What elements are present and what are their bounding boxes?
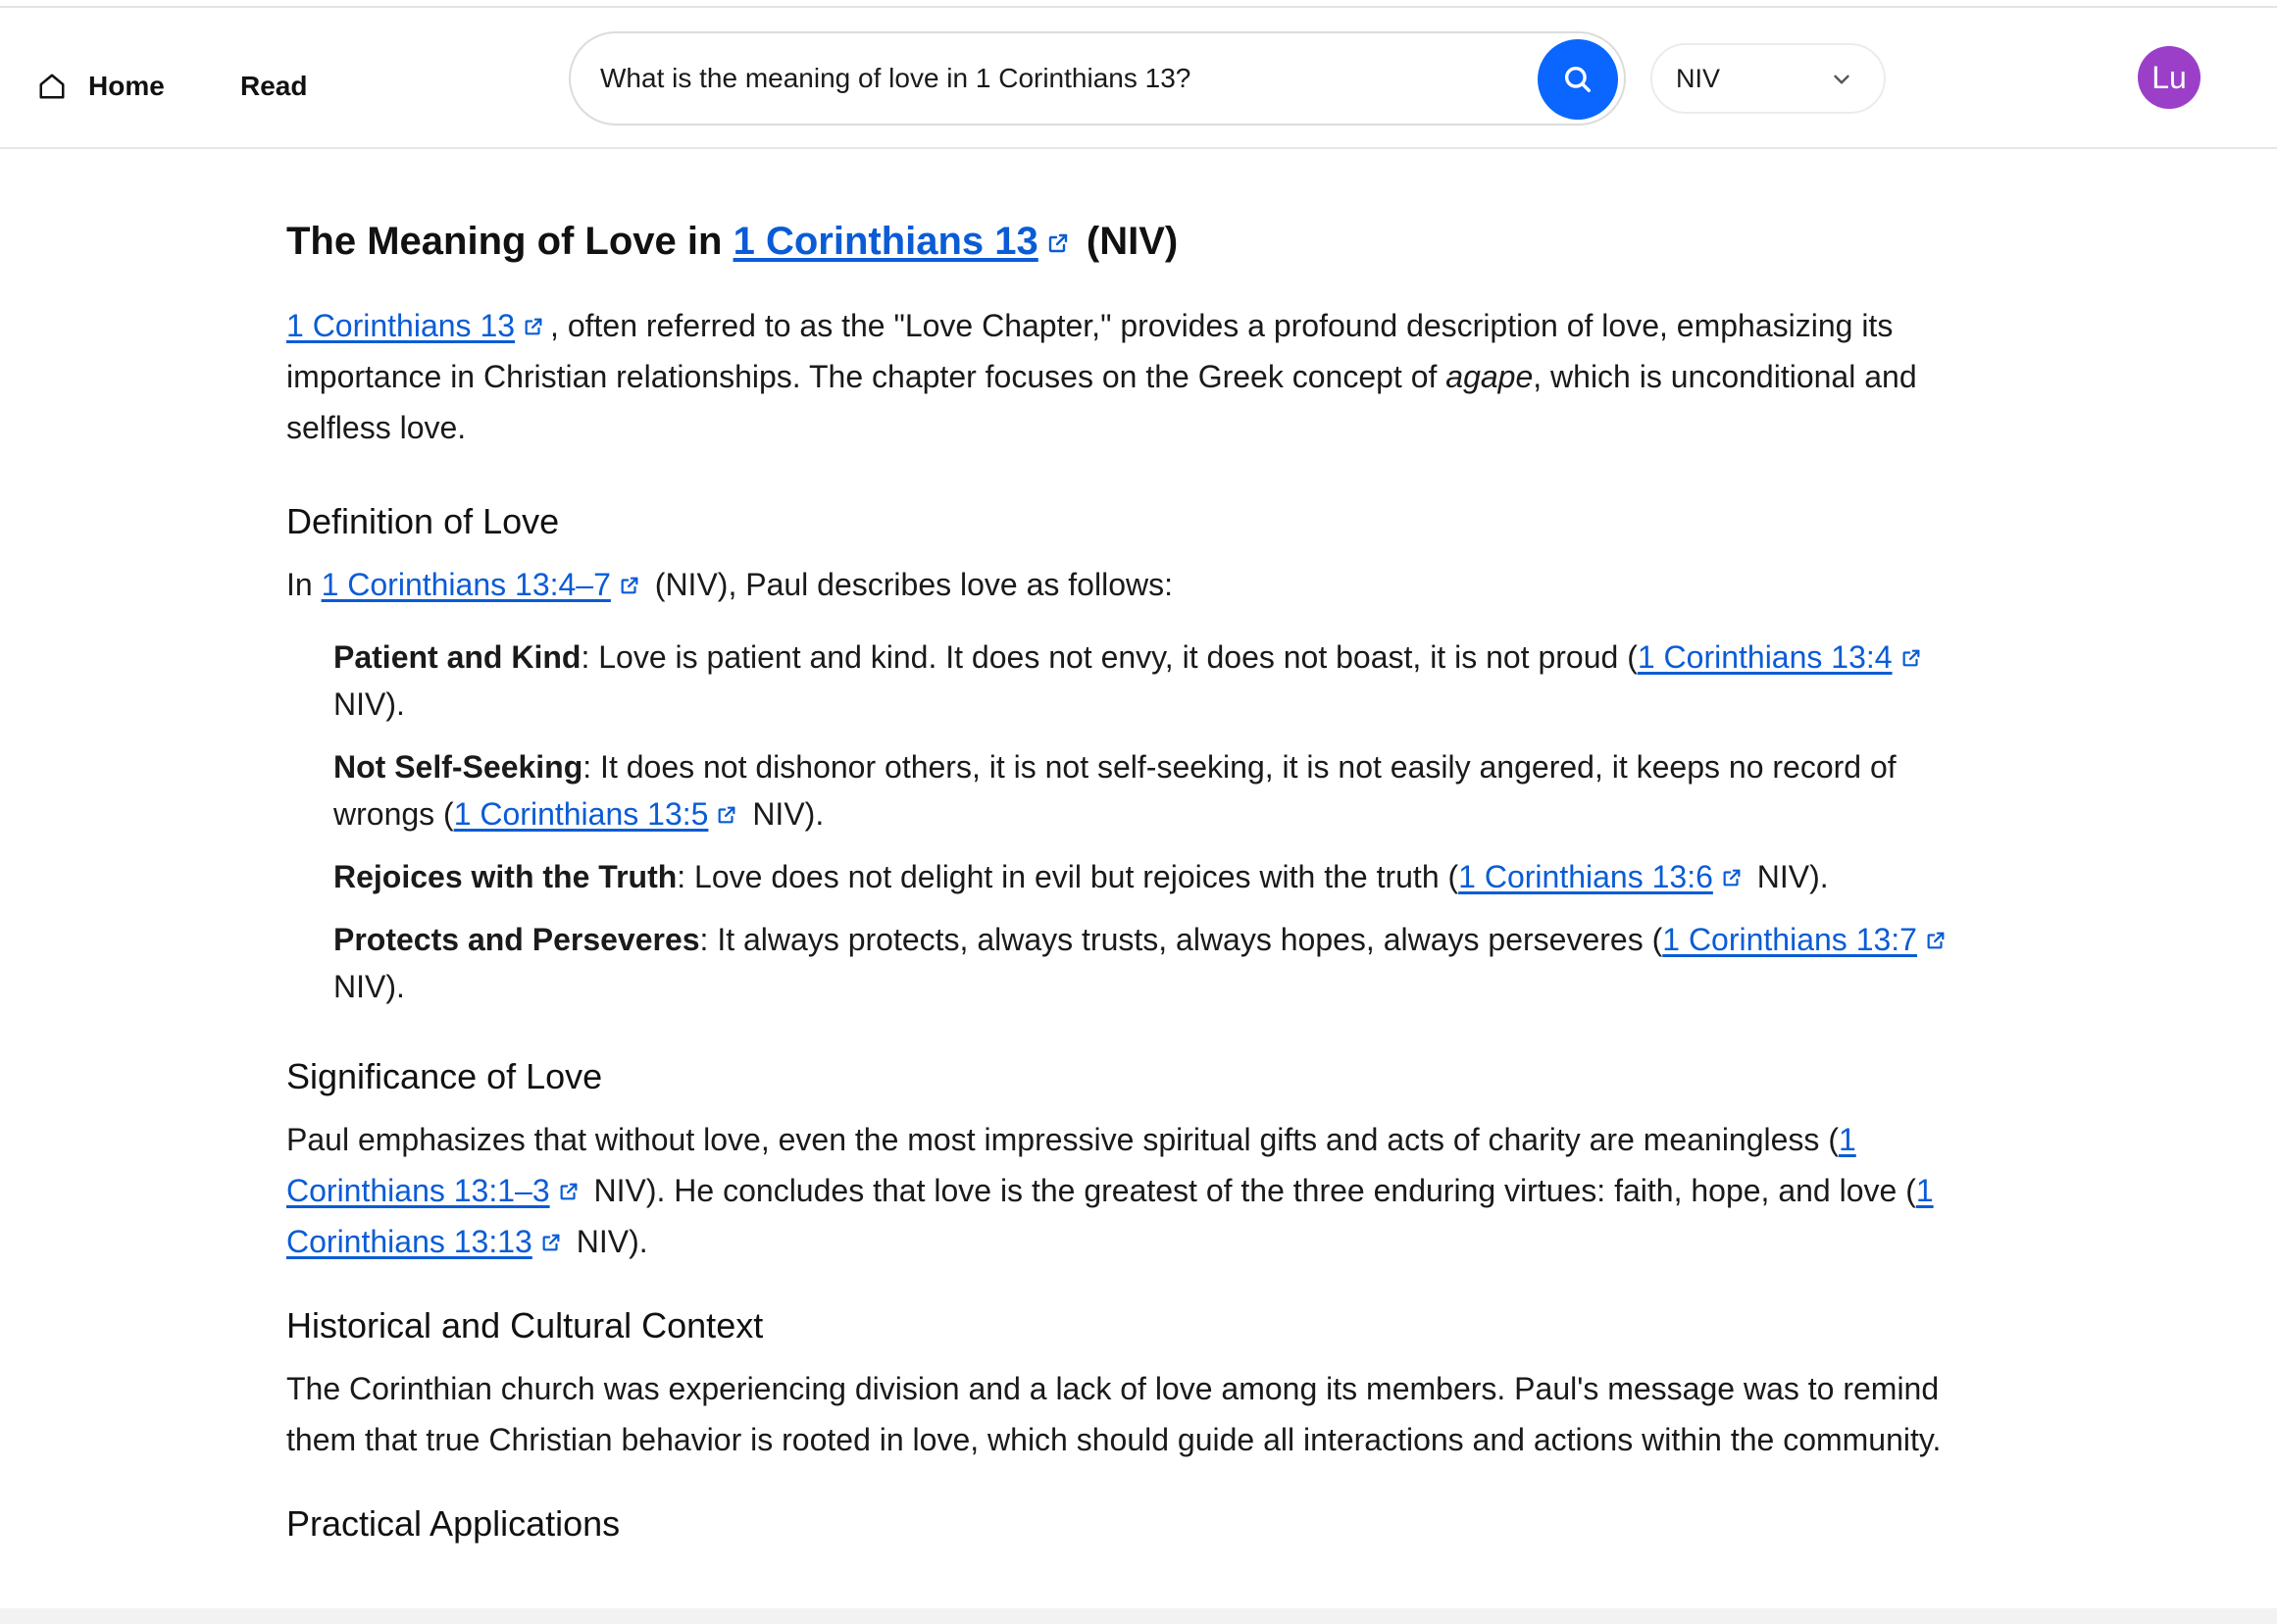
intro-text: , often referred to as the "Love Chapter," provides a profound description of love, emphasizing its importance in Christian relationships. The chapter focuses on the Greek concept of: [286, 308, 1894, 394]
bottom-edge: [0, 1608, 2277, 1624]
trait-tail: NIV).: [333, 969, 405, 1004]
significance-paragraph: [286, 1114, 1973, 1267]
significance-text: Paul emphasizes that without love, even the most impressive spiritual gifts and acts of charity are meaningless (: [286, 1122, 1839, 1157]
trait-reference-link[interactable]: 1 Corinthians 13:6: [1458, 859, 1713, 894]
trait-text: : It does not dishonor others, it is not self-seeking, it is not easily angered, it keeps no record of wrongs (: [333, 749, 1897, 832]
trait-text: : Love is patient and kind. It does not envy, it does not boast, it is not proud (: [581, 639, 1638, 675]
external-link-icon: [558, 1181, 580, 1202]
external-link-icon: [540, 1232, 562, 1253]
definition-lead: [286, 559, 1973, 610]
intro-text-end: , which is unconditional and selfless love.: [286, 359, 1917, 445]
bible-version-value: NIV: [1676, 63, 1721, 93]
external-link-icon: [1046, 231, 1070, 255]
list-item: [333, 853, 1973, 900]
trait-text: : It always protects, always trusts, always hopes, always perseveres (: [699, 922, 1663, 957]
intro-emphasis: agape: [1445, 359, 1534, 394]
intro-reference-link[interactable]: 1 Corinthians 13: [286, 308, 516, 343]
external-link-icon: [523, 316, 544, 337]
window-top-edge: [0, 0, 2277, 8]
search-input[interactable]: [600, 47, 1502, 110]
answer-content: [286, 196, 1973, 1551]
significance-text-end: NIV).: [567, 1224, 648, 1259]
list-item: [333, 916, 1973, 1010]
nav-home-label: Home: [88, 71, 165, 101]
trait-text: : Love does not delight in evil but rejoices with the truth (: [677, 859, 1459, 894]
bible-version-select[interactable]: [1650, 43, 1886, 114]
love-traits-list: [286, 634, 1973, 1010]
external-link-icon: [716, 804, 737, 826]
title-prefix: The Meaning of Love in: [286, 220, 734, 263]
page-title: [286, 196, 1973, 286]
search-button[interactable]: [1538, 39, 1618, 120]
definition-heading: Definition of Love: [286, 501, 560, 541]
external-link-icon: [1925, 930, 1947, 951]
top-navigation-bar: [0, 8, 2277, 149]
trait-reference-link[interactable]: 1 Corinthians 13:5: [453, 796, 709, 832]
title-suffix: (NIV): [1075, 220, 1179, 263]
external-link-icon: [619, 575, 640, 596]
nav-read-link[interactable]: Read: [240, 71, 308, 101]
title-reference-link[interactable]: 1 Corinthians 13: [733, 220, 1038, 263]
chevron-down-icon: [1829, 67, 1854, 92]
nav-home-link[interactable]: [37, 59, 165, 114]
significance-heading: Significance of Love: [286, 1056, 603, 1096]
trait-tail: NIV).: [1747, 859, 1829, 894]
significance-reference-link[interactable]: 1 Corinthians 13:1–3: [286, 1122, 1856, 1208]
external-link-icon: [1900, 647, 1922, 669]
search-bar: [569, 31, 1626, 126]
list-item: [333, 634, 1973, 728]
search-icon: [1561, 63, 1594, 96]
applications-heading: Practical Applications: [286, 1503, 621, 1544]
intro-paragraph: [286, 300, 1973, 453]
trait-tail: NIV).: [333, 686, 405, 722]
significance-reference-link-2[interactable]: 1 Corinthians 13:13: [286, 1173, 1934, 1259]
trait-term: Not Self-Seeking: [333, 749, 583, 785]
definition-reference-link[interactable]: 1 Corinthians 13:4–7: [321, 567, 611, 602]
trait-reference-link[interactable]: 1 Corinthians 13:7: [1662, 922, 1917, 957]
user-avatar[interactable]: Lu: [2138, 46, 2201, 109]
trait-reference-link[interactable]: 1 Corinthians 13:4: [1637, 639, 1893, 675]
list-item: [333, 743, 1973, 837]
context-heading: Historical and Cultural Context: [286, 1305, 764, 1345]
trait-term: Rejoices with the Truth: [333, 859, 678, 894]
home-icon: [37, 72, 67, 101]
definition-lead-text-end: (NIV), Paul describes love as follows:: [645, 567, 1173, 602]
trait-term: Protects and Perseveres: [333, 922, 700, 957]
trait-tail: NIV).: [743, 796, 825, 832]
context-paragraph: The Corinthian church was experiencing division and a lack of love among its members. Paul's message was to remind them that true Christian behavior is rooted in love, which should guide all interactions and actions within the community.: [286, 1371, 1942, 1457]
definition-lead-text: In: [286, 567, 322, 602]
trait-term: Patient and Kind: [333, 639, 582, 675]
significance-text-mid: NIV). He concludes that love is the greatest of the three enduring virtues: faith, hope, and love (: [584, 1173, 1916, 1208]
external-link-icon: [1721, 867, 1743, 888]
